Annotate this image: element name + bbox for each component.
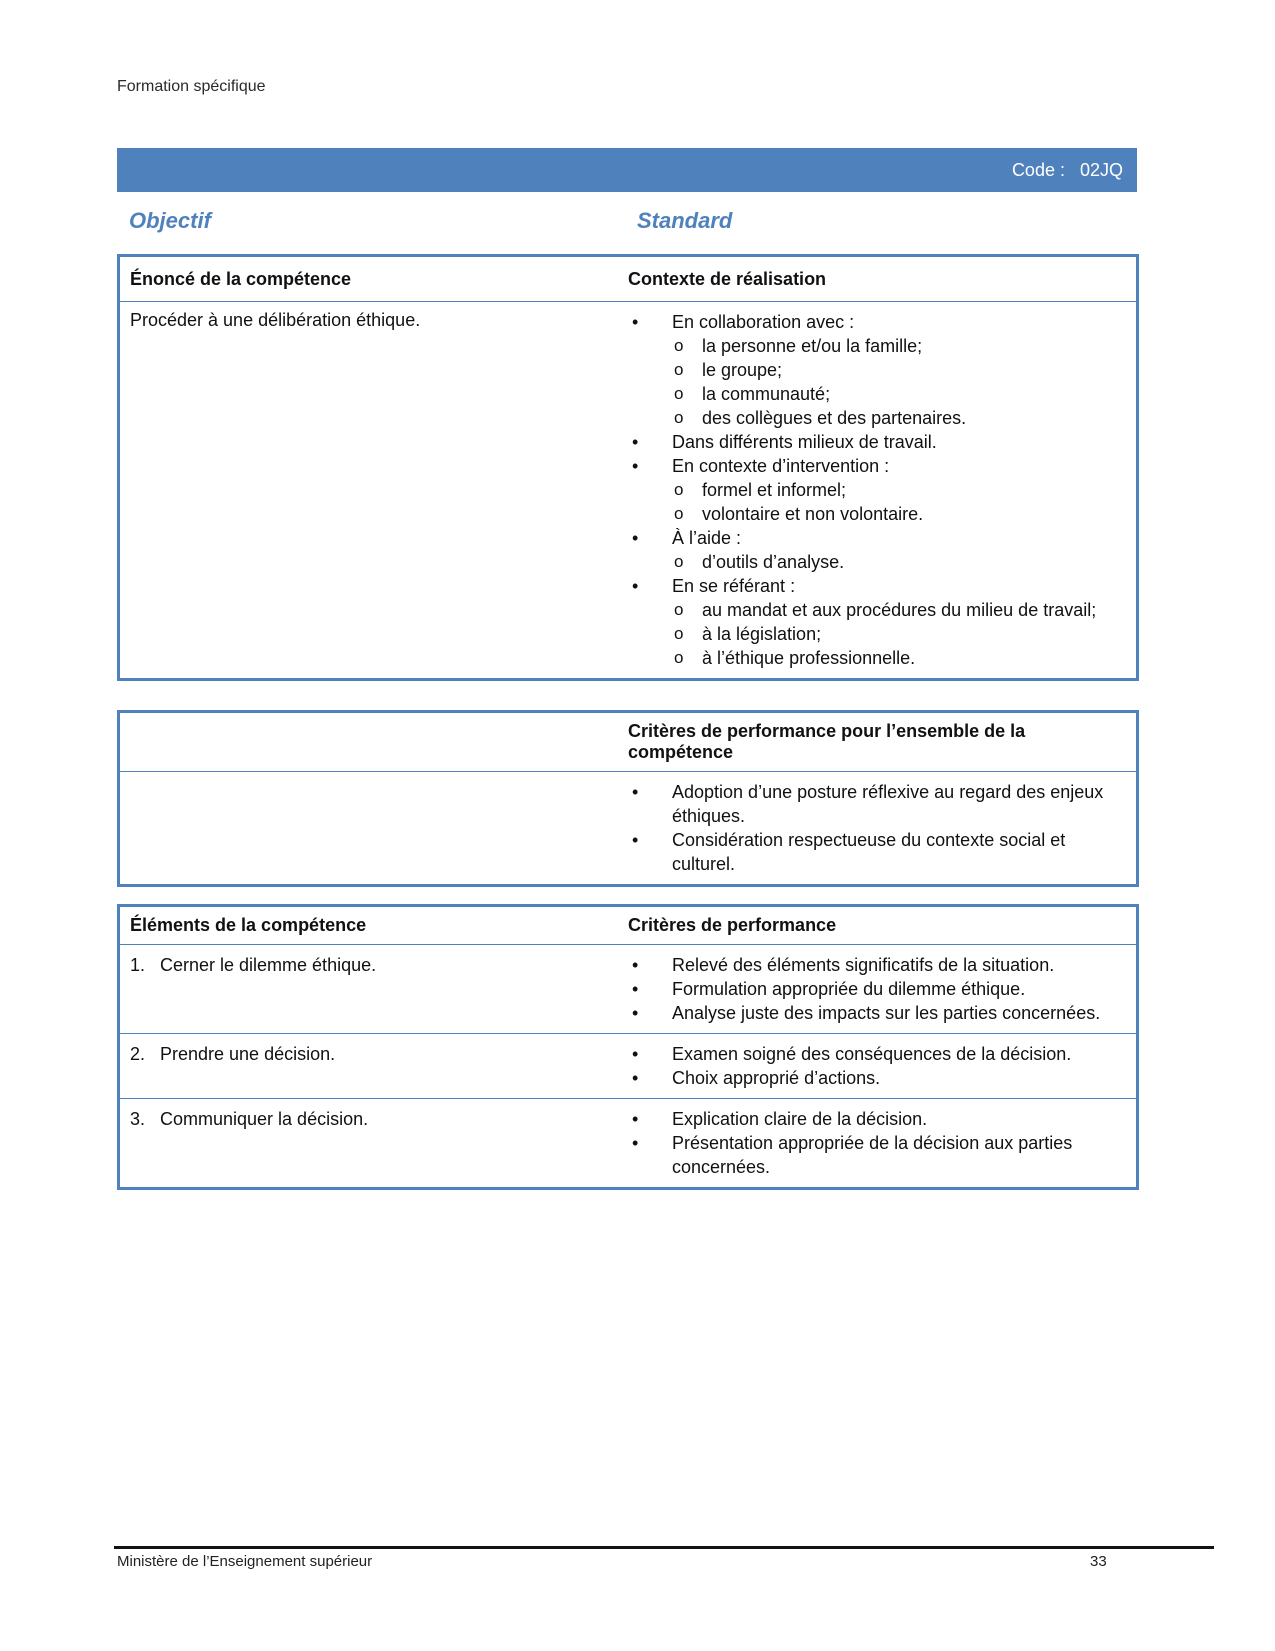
- context-item: [628, 598, 1126, 622]
- competence-statement: Procéder à une délibération éthique.: [130, 310, 421, 330]
- bullet-icon: •: [632, 979, 639, 999]
- context-item: [628, 574, 1126, 598]
- section-labels: [117, 208, 1137, 236]
- context-list: [628, 310, 1126, 670]
- criterion-item: [628, 1042, 1126, 1066]
- context-item-text: Dans différents milieux de travail.: [672, 432, 937, 452]
- competence-table: [117, 254, 1139, 681]
- context-item: [628, 550, 1126, 574]
- sub-bullet-icon: o: [674, 480, 684, 499]
- bullet-icon: •: [632, 1044, 639, 1064]
- context-item-text: formel et informel;: [702, 480, 847, 500]
- global-criteria-body: [120, 772, 1136, 884]
- context-item-text: la personne et/ou la famille;: [702, 336, 923, 356]
- global-criteria-heading: Critères de performance pour l’ensemble de la compétence: [628, 721, 1026, 762]
- context-item: [628, 478, 1126, 502]
- context-heading: Contexte de réalisation: [628, 269, 827, 289]
- criterion-item: [628, 1066, 1126, 1090]
- element-number: 3.: [130, 1109, 146, 1129]
- criterion-item-text: Examen soigné des conséquences de la décision.: [672, 1044, 1072, 1064]
- criterion-item: [628, 953, 1126, 977]
- context-item: [628, 310, 1126, 334]
- context-column: [628, 302, 1136, 678]
- criterion-item-text: Relevé des éléments significatifs de la situation.: [672, 955, 1055, 975]
- bullet-icon: •: [632, 830, 639, 850]
- element-label: Cerner le dilemme éthique.: [160, 955, 377, 975]
- context-item: [628, 454, 1126, 478]
- global-criteria-header: [120, 713, 1136, 772]
- element-cell: [120, 1034, 628, 1098]
- criterion-item: [628, 1131, 1126, 1179]
- element-row: [120, 945, 1136, 1033]
- objective-label: Objectif: [129, 208, 211, 233]
- competence-table-body: [120, 302, 1136, 678]
- context-item-text: En collaboration avec :: [672, 312, 855, 332]
- element-label: Prendre une décision.: [160, 1044, 336, 1064]
- context-item: [628, 646, 1126, 670]
- header-note: Formation spécifique: [117, 78, 266, 95]
- global-criteria-empty-heading: [120, 713, 628, 771]
- bullet-icon: •: [632, 576, 639, 596]
- context-item: [628, 382, 1126, 406]
- criteria-cell: [628, 1099, 1136, 1187]
- criterion-item: [628, 977, 1126, 1001]
- standard-label: Standard: [637, 208, 733, 233]
- criteria-heading: Critères de performance: [628, 915, 837, 935]
- sub-bullet-icon: o: [674, 384, 684, 403]
- context-item: [628, 334, 1126, 358]
- global-criteria-empty-cell: [120, 772, 628, 884]
- context-item-text: volontaire et non volontaire.: [702, 504, 924, 524]
- bullet-icon: •: [632, 782, 639, 802]
- criteria-list: [628, 953, 1126, 1025]
- global-criterion: [628, 828, 1126, 876]
- context-item: [628, 622, 1126, 646]
- elements-table-header: [120, 907, 1136, 945]
- context-item-text: des collègues et des partenaires.: [702, 408, 967, 428]
- criterion-item: [628, 1107, 1126, 1131]
- context-item-text: d’outils d’analyse.: [702, 552, 845, 572]
- bullet-icon: •: [632, 528, 639, 548]
- global-criteria-list: [628, 780, 1126, 876]
- sub-bullet-icon: o: [674, 600, 684, 619]
- context-item: [628, 430, 1126, 454]
- global-criteria-column: [628, 772, 1136, 884]
- context-item-text: le groupe;: [702, 360, 783, 380]
- elements-table: [117, 904, 1139, 1190]
- context-item-text: En se référant :: [672, 576, 796, 596]
- bullet-icon: •: [632, 1068, 639, 1088]
- bullet-icon: •: [632, 312, 639, 332]
- bullet-icon: •: [632, 456, 639, 476]
- criteria-cell: [628, 1034, 1136, 1098]
- element-row: [120, 1098, 1136, 1187]
- bullet-icon: •: [632, 1109, 639, 1129]
- criteria-cell: [628, 945, 1136, 1033]
- page-number: 33: [1090, 1553, 1107, 1570]
- context-item-text: la communauté;: [702, 384, 831, 404]
- footer-ministry: Ministère de l’Enseignement supérieur: [117, 1553, 373, 1570]
- sub-bullet-icon: o: [674, 624, 684, 643]
- global-criteria-table: [117, 710, 1139, 887]
- global-criterion: [628, 780, 1126, 828]
- element-number: 1.: [130, 955, 146, 975]
- sub-bullet-icon: o: [674, 504, 684, 523]
- footer-rule: [114, 1546, 1214, 1549]
- context-item: [628, 526, 1126, 550]
- competence-statement-heading: Énoncé de la compétence: [130, 269, 352, 289]
- sub-bullet-icon: o: [674, 552, 684, 571]
- context-item-text: à l’éthique professionnelle.: [702, 648, 916, 668]
- criteria-list: [628, 1042, 1126, 1090]
- context-item: [628, 406, 1126, 430]
- bullet-icon: •: [632, 1003, 639, 1023]
- code-bar: [117, 148, 1137, 192]
- context-item-text: au mandat et aux procédures du milieu de travail;: [702, 600, 1097, 620]
- criteria-list: [628, 1107, 1126, 1179]
- bullet-icon: •: [632, 955, 639, 975]
- bullet-icon: •: [632, 432, 639, 452]
- elements-heading: Éléments de la compétence: [130, 915, 367, 935]
- criterion-item-text: Explication claire de la décision.: [672, 1109, 928, 1129]
- element-cell: [120, 945, 628, 1033]
- element-row: [120, 1033, 1136, 1098]
- criterion-item-text: Formulation appropriée du dilemme éthique.: [672, 979, 1026, 999]
- bullet-icon: •: [632, 1133, 639, 1153]
- global-criterion-text: Considération respectueuse du contexte social et culturel.: [672, 830, 1066, 874]
- criterion-item-text: Choix approprié d’actions.: [672, 1068, 881, 1088]
- criterion-item-text: Analyse juste des impacts sur les parties concernées.: [672, 1003, 1101, 1023]
- global-criterion-text: Adoption d’une posture réflexive au regard des enjeux éthiques.: [672, 782, 1104, 826]
- context-item: [628, 358, 1126, 382]
- context-item: [628, 502, 1126, 526]
- context-item-text: En contexte d’intervention :: [672, 456, 890, 476]
- code-label: Code : 02JQ: [1011, 160, 1123, 180]
- element-number: 2.: [130, 1044, 146, 1064]
- criterion-item-text: Présentation appropriée de la décision aux parties concernées.: [672, 1133, 1073, 1177]
- criterion-item: [628, 1001, 1126, 1025]
- element-cell: [120, 1099, 628, 1187]
- competence-table-header: [120, 257, 1136, 302]
- context-item-text: À l’aide :: [672, 528, 742, 548]
- context-item-text: à la législation;: [702, 624, 822, 644]
- sub-bullet-icon: o: [674, 648, 684, 667]
- element-label: Communiquer la décision.: [160, 1109, 369, 1129]
- sub-bullet-icon: o: [674, 360, 684, 379]
- sub-bullet-icon: o: [674, 336, 684, 355]
- sub-bullet-icon: o: [674, 408, 684, 427]
